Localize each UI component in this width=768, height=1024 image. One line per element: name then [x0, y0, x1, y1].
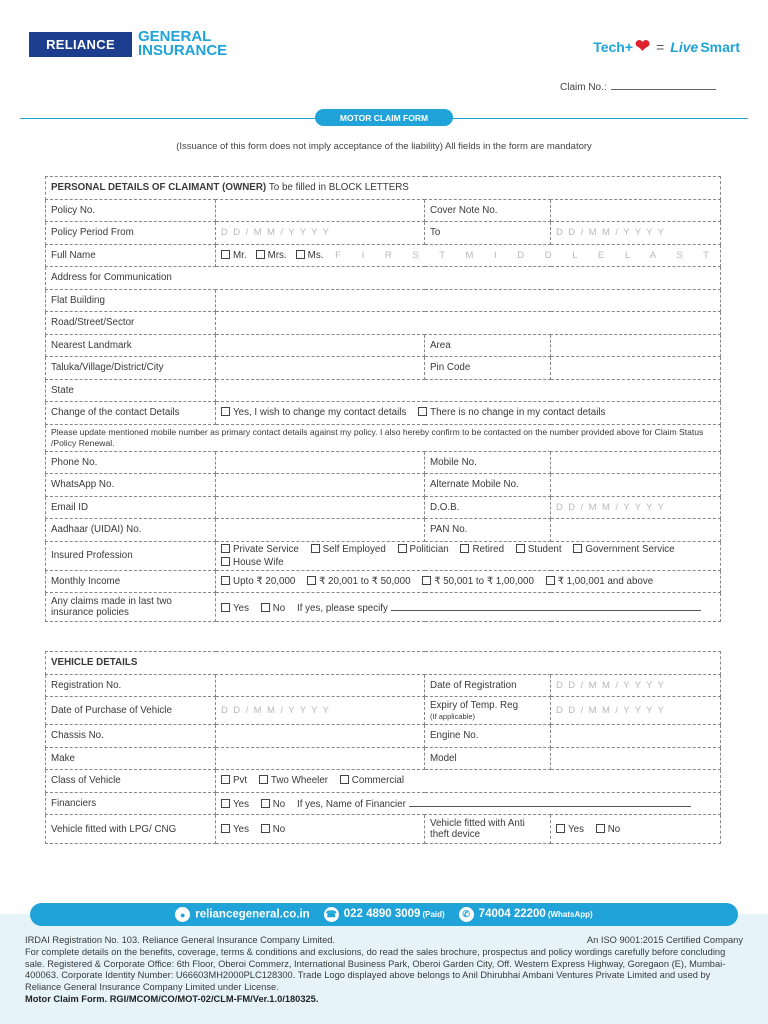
option-label: No	[272, 823, 286, 835]
website-text: reliancegeneral.co.in	[195, 908, 310, 921]
profession-option[interactable]	[573, 544, 674, 555]
change-contact-label: Change of the contact Details	[46, 402, 216, 425]
table-row	[46, 379, 721, 402]
checkbox[interactable]	[516, 544, 525, 553]
claim-no-label: Claim No.:	[560, 82, 607, 93]
road-input[interactable]	[216, 312, 721, 335]
disclaimer-text: For complete details on the benefits, coverage, terms & conditions and exclusions, do read the sales brochure, prospectus and policy wordings carefully before concluding sale. Registered & Corporate Office: 6th Floor, Oberoi Commerz, International Business Park, Oberoi Garden City, Off. Western Express Highway, Goregaon (E), Mumbai-400063. Corporate Identity Number: U66603MH2000PLC128300. Trade Logo displayed above belongs to Anil Dhirubhai Ambani Ventures Private Limited and used by Reliance General Insurance Company Limited under License.	[25, 946, 726, 993]
financiers-no-option[interactable]	[261, 799, 286, 810]
table-row	[46, 570, 721, 593]
chassis-input[interactable]	[216, 725, 425, 748]
checkbox[interactable]	[221, 557, 230, 566]
table-row	[46, 312, 721, 335]
pan-label: PAN No.	[425, 519, 551, 542]
wordmark-line-2: INSURANCE	[138, 42, 228, 59]
option-label: Student	[527, 543, 562, 555]
vehicle-header-row	[46, 652, 721, 675]
checkbox[interactable]	[307, 576, 316, 585]
option-label: House Wife	[233, 556, 284, 568]
option-label: ₹ 1,00,001 and above	[557, 575, 654, 587]
checkbox[interactable]	[221, 824, 230, 833]
title-mrs-option[interactable]	[256, 250, 287, 261]
table-row	[46, 289, 721, 312]
table-row	[46, 747, 721, 770]
option-label: Upto ₹ 20,000	[233, 575, 296, 587]
option-label: There is no change in my contact details	[430, 407, 606, 419]
claims-label: Any claims made in last two insurance policies	[46, 593, 216, 622]
income-option[interactable]	[546, 576, 654, 587]
option-label: No	[607, 823, 621, 835]
anti-theft-no-option[interactable]	[596, 824, 621, 835]
personal-header-title: PERSONAL DETAILS OF CLAIMANT (OWNER)	[51, 182, 267, 194]
personal-header	[46, 177, 721, 200]
contact-bar	[30, 903, 738, 926]
option-label: ₹ 20,001 to ₹ 50,000	[319, 575, 411, 587]
profession-option[interactable]	[398, 544, 449, 555]
checkbox[interactable]	[296, 250, 305, 259]
income-label: Monthly Income	[46, 570, 216, 593]
taluka-input[interactable]	[216, 357, 425, 380]
option-label: Yes	[233, 602, 249, 614]
class-options	[216, 770, 721, 793]
full-name-input[interactable]	[216, 244, 721, 267]
footer-text	[25, 935, 743, 1006]
state-label: State	[46, 379, 216, 402]
option-label: Yes	[568, 823, 584, 835]
profession-label: Insured Profession	[46, 541, 216, 570]
option-label: ₹ 50,001 to ₹ 1,00,000	[434, 575, 534, 587]
date-placeholder: D D / M M / Y Y Y Y	[556, 679, 666, 691]
landmark-input[interactable]	[216, 334, 425, 357]
table-row	[46, 357, 721, 380]
checkbox[interactable]	[573, 544, 582, 553]
claim-no-field[interactable]	[560, 80, 716, 93]
tagline-smart: Smart	[700, 38, 740, 55]
table-row	[46, 402, 721, 425]
policy-from-input[interactable]	[216, 222, 425, 245]
lpg-options	[216, 815, 425, 844]
pin-label: Pin Code	[425, 357, 551, 380]
aadhaar-label: Aadhaar (UIDAI) No.	[46, 519, 216, 542]
anti-theft-options	[551, 815, 721, 844]
date-placeholder: D D / M M / Y Y Y Y	[221, 705, 331, 716]
registration-no-input[interactable]	[216, 674, 425, 697]
claims-options	[216, 593, 721, 622]
personal-details-table	[45, 176, 721, 622]
option-label: Two Wheeler	[270, 775, 329, 787]
phone-contact[interactable]	[324, 907, 445, 922]
option-label: Private Service	[233, 543, 299, 555]
flat-label: Flat Building	[46, 289, 216, 312]
table-row	[46, 474, 721, 497]
policy-to-input[interactable]	[551, 222, 721, 245]
globe-icon: ●	[175, 907, 190, 922]
alt-mobile-label: Alternate Mobile No.	[425, 474, 551, 497]
date-registration-label: Date of Registration	[425, 674, 551, 697]
engine-label: Engine No.	[425, 725, 551, 748]
lpg-label: Vehicle fitted with LPG/ CNG	[46, 815, 216, 844]
class-commercial-option[interactable]	[340, 775, 404, 786]
change-no-option[interactable]	[418, 407, 605, 418]
option-label: Mrs.	[267, 249, 287, 261]
option-label: Politician	[409, 543, 449, 555]
vehicle-details-table	[45, 651, 721, 844]
whatsapp-contact[interactable]	[459, 907, 593, 922]
to-label: To	[425, 222, 551, 245]
claim-no-line	[611, 80, 716, 90]
class-pvt-option[interactable]	[221, 775, 247, 786]
option-label: Mr.	[233, 249, 247, 261]
table-row	[46, 267, 721, 290]
whatsapp-label: WhatsApp No.	[46, 474, 216, 497]
road-label: Road/Street/Sector	[46, 312, 216, 335]
personal-header-row	[46, 177, 721, 200]
table-row	[46, 674, 721, 697]
irdai-text: IRDAI Registration No. 103. Reliance General Insurance Company Limited.	[25, 935, 336, 945]
mobile-label: Mobile No.	[425, 451, 551, 474]
checkbox[interactable]	[221, 603, 230, 612]
logo-text: RELIANCE	[46, 37, 115, 52]
option-label: Self Employed	[322, 543, 386, 555]
table-row	[46, 496, 721, 519]
table-row	[46, 815, 721, 844]
financiers-options	[216, 792, 721, 815]
anti-theft-yes-option[interactable]	[556, 824, 584, 835]
form-ref-text: Motor Claim Form. RGI/MCOM/CO/MOT-02/CLM-FM/Ver.1.0/180325.	[25, 993, 319, 1004]
claims-specify-label: If yes, please specify	[296, 602, 388, 614]
email-label: Email ID	[46, 496, 216, 519]
expiry-temp-label	[425, 697, 551, 725]
table-row	[46, 593, 721, 622]
flat-input[interactable]	[216, 289, 721, 312]
table-row	[46, 244, 721, 267]
name-parts-placeholder: F I R S T M I D D L E L A S T	[335, 249, 718, 261]
date-placeholder: D D / M M / Y Y Y Y	[221, 227, 331, 239]
date-placeholder: D D / M M / Y Y Y Y	[556, 705, 666, 716]
phone-note: (Paid)	[422, 910, 445, 919]
if-applicable-text: (If applicable)	[430, 711, 476, 721]
taluka-label: Taluka/Village/District/City	[46, 357, 216, 380]
income-option[interactable]	[422, 576, 534, 587]
expiry-temp-text: Expiry of Temp. Reg	[430, 699, 519, 711]
checkbox[interactable]	[221, 775, 230, 784]
option-label: Pvt	[233, 775, 248, 787]
financier-name-label: If yes, Name of Financier	[296, 798, 406, 810]
checkbox[interactable]	[340, 775, 349, 784]
date-registration-input[interactable]	[551, 674, 721, 697]
expiry-temp-input[interactable]	[551, 697, 721, 725]
cover-note-input[interactable]	[551, 199, 721, 222]
profession-option[interactable]	[311, 544, 386, 555]
state-input[interactable]	[216, 379, 721, 402]
class-two-wheeler-option[interactable]	[259, 775, 328, 786]
claims-yes-option[interactable]	[221, 603, 249, 614]
personal-header-note: To be filled in BLOCK LETTERS	[268, 182, 409, 194]
income-options	[216, 570, 721, 593]
option-label: Yes	[233, 798, 249, 810]
model-input[interactable]	[551, 747, 721, 770]
claims-no-option[interactable]	[261, 603, 286, 614]
address-label: Address for Communication	[46, 267, 721, 290]
title-mr-option[interactable]	[221, 250, 247, 261]
form-title: MOTOR CLAIM FORM	[315, 109, 453, 126]
date-purchase-label: Date of Purchase of Vehicle	[46, 697, 216, 725]
general-insurance-wordmark	[138, 30, 227, 58]
tagline-eq: =	[656, 38, 665, 55]
full-name-label: Full Name	[46, 244, 216, 267]
table-row	[46, 770, 721, 793]
phone-input[interactable]	[216, 451, 425, 474]
checkbox[interactable]	[418, 407, 427, 416]
date-purchase-input[interactable]	[216, 697, 425, 725]
area-input[interactable]	[551, 334, 721, 357]
financier-name-input[interactable]	[409, 797, 691, 807]
income-option[interactable]	[307, 576, 410, 587]
pin-input[interactable]	[551, 357, 721, 380]
cover-note-label: Cover Note No.	[425, 199, 551, 222]
iso-text: An ISO 9001:2015 Certified Company	[586, 935, 743, 945]
checkbox[interactable]	[221, 250, 230, 259]
area-label: Area	[425, 334, 551, 357]
option-label: Ms.	[307, 249, 324, 261]
checkbox[interactable]	[221, 407, 230, 416]
change-yes-option[interactable]	[221, 407, 406, 418]
option-label: Yes	[233, 823, 249, 835]
checkbox[interactable]	[221, 576, 230, 585]
landmark-label: Nearest Landmark	[46, 334, 216, 357]
whatsapp-note: (WhatsApp)	[547, 910, 593, 919]
change-contact-options	[216, 402, 721, 425]
make-input[interactable]	[216, 747, 425, 770]
checkbox[interactable]	[460, 544, 469, 553]
profession-option[interactable]	[221, 544, 299, 555]
checkbox[interactable]	[221, 799, 230, 808]
tagline-tech: Tech+	[593, 38, 634, 55]
option-label: Retired	[472, 543, 505, 555]
option-label: Commercial	[351, 775, 405, 787]
pan-input[interactable]	[551, 519, 721, 542]
reliance-logo	[29, 32, 132, 57]
table-row	[46, 451, 721, 474]
checkbox[interactable]	[422, 576, 431, 585]
phone-text: 022 4890 3009	[343, 908, 421, 920]
model-label: Model	[425, 747, 551, 770]
whatsapp-text: 74004 22200	[478, 908, 546, 920]
phone-icon: ☎	[324, 907, 339, 922]
anti-theft-label: Vehicle fitted with Anti theft device	[425, 815, 551, 844]
heart-icon: ❤	[635, 36, 651, 56]
table-row	[46, 792, 721, 815]
date-placeholder: D D / M M / Y Y Y Y	[556, 227, 666, 239]
claims-specify-input[interactable]	[391, 601, 701, 611]
lpg-no-option[interactable]	[261, 824, 286, 835]
option-label: Government Service	[585, 543, 675, 555]
table-row	[46, 334, 721, 357]
table-row	[46, 519, 721, 542]
tagline	[593, 36, 740, 57]
checkbox[interactable]	[261, 603, 270, 612]
profession-options	[216, 541, 721, 570]
table-row	[46, 222, 721, 245]
checkbox[interactable]	[256, 250, 265, 259]
aadhaar-input[interactable]	[216, 519, 425, 542]
checkbox[interactable]	[596, 824, 605, 833]
option-label: No	[272, 602, 286, 614]
option-label: No	[272, 798, 286, 810]
checkbox[interactable]	[311, 544, 320, 553]
whatsapp-icon: ✆	[459, 907, 474, 922]
profession-option[interactable]	[221, 557, 284, 568]
mobile-input[interactable]	[551, 451, 721, 474]
profession-option[interactable]	[460, 544, 504, 555]
tagline-live: Live	[670, 38, 699, 55]
checkbox[interactable]	[261, 799, 270, 808]
make-label: Make	[46, 747, 216, 770]
checkbox[interactable]	[546, 576, 555, 585]
table-row	[46, 725, 721, 748]
income-option[interactable]	[221, 576, 295, 587]
policy-no-label: Policy No.	[46, 199, 216, 222]
checkbox[interactable]	[221, 544, 230, 553]
checkbox[interactable]	[556, 824, 565, 833]
profession-option[interactable]	[516, 544, 562, 555]
chassis-label: Chassis No.	[46, 725, 216, 748]
registration-no-label: Registration No.	[46, 674, 216, 697]
form-note: (Issuance of this form does not imply acceptance of the liability) All fields in the form are mandatory	[176, 141, 592, 152]
title-ms-option[interactable]	[296, 250, 324, 261]
table-row	[46, 199, 721, 222]
engine-input[interactable]	[551, 725, 721, 748]
date-placeholder: D D / M M / Y Y Y Y	[556, 501, 666, 513]
checkbox[interactable]	[261, 824, 270, 833]
phone-label: Phone No.	[46, 451, 216, 474]
checkbox[interactable]	[259, 775, 268, 784]
dob-label: D.O.B.	[425, 496, 551, 519]
whatsapp-input[interactable]	[216, 474, 425, 497]
footer-row-1	[25, 935, 743, 947]
website-contact[interactable]	[175, 907, 309, 922]
table-row	[46, 697, 721, 725]
wordmark-line-1: GENERAL	[138, 28, 212, 45]
class-label: Class of Vehicle	[46, 770, 216, 793]
financiers-label: Financiers	[46, 792, 216, 815]
table-row	[46, 541, 721, 570]
policy-period-label: Policy Period From	[46, 222, 216, 245]
update-note: Please update mentioned mobile number as primary contact details against my policy. I also hereby confirm to be contacted on the number provided above for Claim Status /Policy Renewal.	[46, 424, 721, 451]
policy-no-input[interactable]	[216, 199, 425, 222]
option-label: Yes, I wish to change my contact details	[233, 407, 407, 419]
table-row	[46, 424, 721, 451]
vehicle-header: VEHICLE DETAILS	[46, 652, 721, 675]
dob-input[interactable]	[551, 496, 721, 519]
alt-mobile-input[interactable]	[551, 474, 721, 497]
lpg-yes-option[interactable]	[221, 824, 249, 835]
checkbox[interactable]	[398, 544, 407, 553]
email-input[interactable]	[216, 496, 425, 519]
financiers-yes-option[interactable]	[221, 799, 249, 810]
